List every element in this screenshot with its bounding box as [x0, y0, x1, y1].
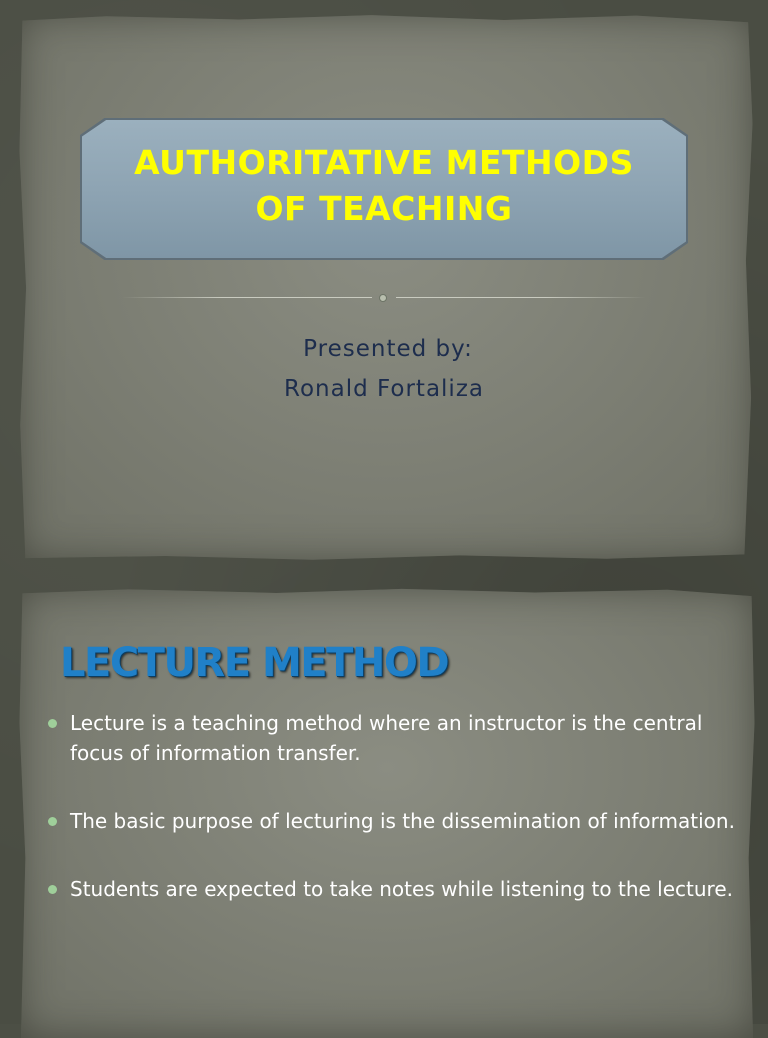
- divider-line-right: [396, 297, 646, 298]
- list-item: [48, 806, 738, 836]
- title-line-1: AUTHORITATIVE METHODS: [134, 143, 634, 182]
- list-item: [48, 874, 738, 904]
- presented-by-label: Presented by:: [303, 336, 473, 362]
- lecture-heading: LECTURE METHOD: [60, 640, 449, 686]
- bullet-icon: [48, 719, 57, 728]
- bullet-list: [48, 708, 738, 942]
- title-line-2: OF TEACHING: [255, 189, 513, 228]
- list-item: [48, 708, 738, 768]
- title-slide: [18, 14, 754, 562]
- bullet-text: The basic purpose of lecturing is the dissemination of information.: [70, 809, 735, 833]
- bullet-text: Students are expected to take notes while listening to the lecture.: [70, 877, 733, 901]
- slide-title: [82, 140, 686, 232]
- divider-line-left: [122, 297, 372, 298]
- bullet-icon: [48, 885, 57, 894]
- presenter-name: Ronald Fortaliza: [284, 376, 484, 402]
- bullet-text: Lecture is a teaching method where an instructor is the central focus of information transfer.: [70, 711, 703, 765]
- title-divider: [122, 292, 646, 304]
- divider-dot: [379, 294, 387, 302]
- bullet-icon: [48, 817, 57, 826]
